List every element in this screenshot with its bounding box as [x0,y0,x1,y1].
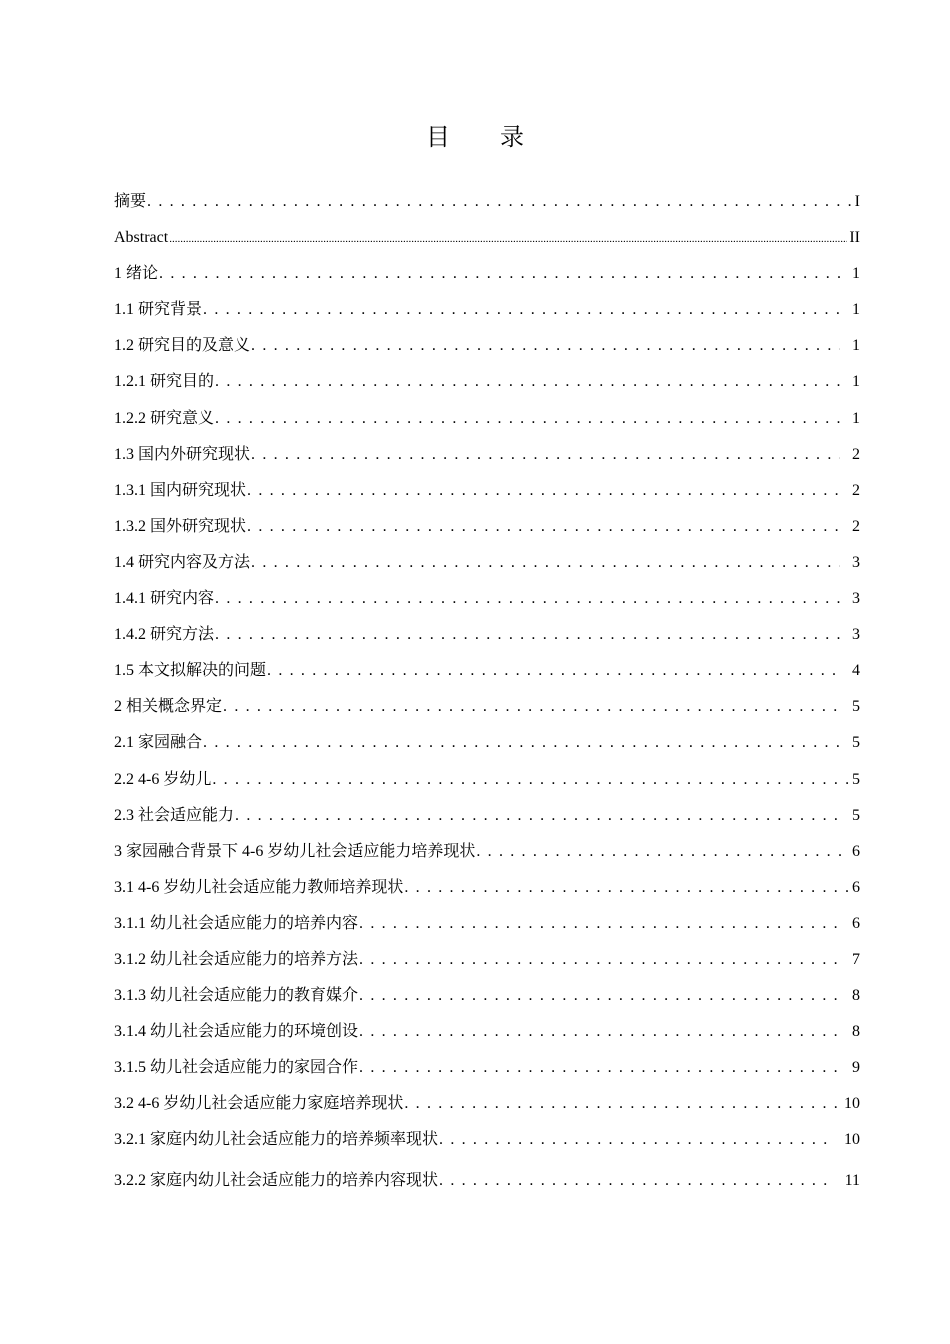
toc-entry[interactable] [114,294,860,330]
toc-entry-page-number: 7 [852,950,860,968]
toc-entry-label: 1.1 研究背景 [114,301,203,319]
toc-dot-leader [159,258,840,290]
toc-entry-page-number: 8 [852,1023,860,1041]
toc-entry[interactable] [114,186,860,222]
toc-entry-label: 3.1.4 幼儿社会适应能力的环境创设 [114,1023,359,1041]
toc-dot-leader [251,547,840,579]
toc-entry-page-number: 3 [852,553,860,571]
toc-entry-page-number: 1 [852,337,860,355]
toc-entry[interactable] [114,583,860,619]
toc-dot-leader [359,908,840,940]
toc-entry-page-number: I [854,193,860,210]
toc-dot-leader [215,583,840,615]
toc-dot-leader [247,511,840,543]
toc-entry-label: 1.3.1 国内研究现状 [114,481,247,499]
toc-dot-leader [215,366,840,398]
toc-entry-page-number: 5 [852,806,860,824]
toc-dot-leader [203,727,840,759]
toc-dot-leader [235,800,840,832]
toc-entry-label: 1.2.2 研究意义 [114,409,215,427]
toc-entry[interactable] [114,511,860,547]
toc-entry-label: 3 家园融合背景下 4-6 岁幼儿社会适应能力培养现状 [114,842,476,860]
toc-entry-page-number: 3 [852,590,860,608]
toc-entry[interactable] [114,330,860,366]
toc-entry-label: Abstract [114,229,169,247]
toc-entry[interactable] [114,547,860,583]
toc-entry-label: 1.3 国内外研究现状 [114,445,251,463]
toc-dot-leader [169,222,847,255]
toc-entry-label: 3.1 4-6 岁幼儿社会适应能力教师培养现状 [114,878,404,896]
toc-dot-leader [212,764,850,796]
toc-entry[interactable] [114,439,860,475]
toc-entry[interactable] [114,403,860,439]
toc-dot-leader [439,1165,833,1197]
toc-entry[interactable] [114,872,860,908]
toc-entry-label: 3.1.3 幼儿社会适应能力的教育媒介 [114,987,359,1005]
toc-entry-label: 1.4 研究内容及方法 [114,553,251,571]
toc-entry-page-number: 6 [852,878,860,896]
toc-entry-label: 3.2 4-6 岁幼儿社会适应能力家庭培养现状 [114,1095,404,1113]
toc-entry-label: 1.2.1 研究目的 [114,373,215,391]
toc-entry-page-number: 11 [844,1171,860,1189]
toc-entry[interactable] [114,1088,860,1124]
toc-entry-page-number: 1 [852,373,860,391]
toc-entry-page-number: 8 [852,987,860,1005]
toc-entry-label: 3.2.1 家庭内幼儿社会适应能力的培养频率现状 [114,1131,439,1149]
toc-entry-page-number: 10 [844,1131,860,1149]
toc-dot-leader [267,655,840,687]
toc-dot-leader [251,330,840,362]
toc-entry-page-number: 4 [852,662,860,680]
toc-entry[interactable] [114,944,860,980]
toc-entry-label: 2 相关概念界定 [114,698,223,716]
toc-dot-leader [359,1016,840,1048]
toc-entry[interactable] [114,655,860,691]
toc-entry-page-number: 5 [852,734,860,752]
toc-dot-leader [203,294,840,326]
toc-dot-leader [147,186,853,218]
toc-entry[interactable] [114,222,860,258]
toc-dot-leader [404,1088,842,1120]
toc-entry-label: 摘要 [114,193,147,210]
toc-entry-page-number: 6 [852,914,860,932]
toc-entry-label: 1.5 本文拟解决的问题 [114,662,267,680]
toc-entry-label: 1 绪论 [114,265,159,283]
toc-entry[interactable] [114,619,860,655]
toc-dot-leader [404,872,850,904]
toc-entry[interactable] [114,475,860,511]
toc-entry-page-number: 1 [852,301,860,319]
toc-dot-leader [215,403,840,435]
toc-entry-page-number: 3 [852,626,860,644]
toc-entry-page-number: 2 [852,517,860,535]
toc-entry[interactable] [114,764,860,800]
toc-entry-label: 3.2.2 家庭内幼儿社会适应能力的培养内容现状 [114,1171,439,1189]
toc-entry-label: 3.1.2 幼儿社会适应能力的培养方法 [114,950,359,968]
toc-entry-page-number: 5 [852,698,860,716]
toc-entry-page-number: 2 [852,445,860,463]
toc-dot-leader [247,475,840,507]
toc-entry-page-number: 1 [852,409,860,427]
toc-dot-leader [439,1124,832,1156]
toc-entry-page-number: 2 [852,481,860,499]
toc-entry[interactable] [114,727,860,763]
toc-entry-page-number: 1 [852,265,860,283]
toc-entry-page-number: 10 [844,1095,860,1113]
toc-entry-label: 1.2 研究目的及意义 [114,337,251,355]
toc-entry-label: 3.1.5 幼儿社会适应能力的家园合作 [114,1059,359,1077]
toc-entry[interactable] [114,366,860,402]
toc-entry[interactable] [114,800,860,836]
toc-dot-leader [223,691,840,723]
toc-entry-label: 3.1.1 幼儿社会适应能力的培养内容 [114,914,359,932]
toc-entry-page-number: II [849,229,860,247]
toc-dot-leader [251,439,840,471]
toc-entry[interactable] [114,1016,860,1052]
toc-entry-label: 2.3 社会适应能力 [114,806,235,824]
toc-entry-label: 2.2 4-6 岁幼儿 [114,770,212,788]
toc-dot-leader [215,619,840,651]
toc-entry-label: 1.3.2 国外研究现状 [114,517,247,535]
toc-dot-leader [359,1052,840,1084]
toc-dot-leader [476,836,850,868]
table-of-contents [114,186,860,1201]
toc-dot-leader [359,980,840,1012]
toc-entry-label: 1.4.1 研究内容 [114,590,215,608]
toc-entry-label: 2.1 家园融合 [114,734,203,752]
toc-entry[interactable] [114,836,860,872]
toc-entry[interactable] [114,980,860,1016]
toc-dot-leader [359,944,840,976]
toc-entry[interactable] [114,1052,860,1088]
toc-entry[interactable] [114,691,860,727]
toc-entry-page-number: 9 [852,1059,860,1077]
toc-title: 目 录 [426,125,546,151]
toc-entry-page-number: 5 [852,770,860,788]
toc-entry-page-number: 6 [852,842,860,860]
toc-entry[interactable] [114,1124,860,1160]
toc-entry[interactable] [114,258,860,294]
toc-entry-label: 1.4.2 研究方法 [114,626,215,644]
toc-entry[interactable] [114,908,860,944]
toc-entry[interactable] [114,1165,860,1201]
